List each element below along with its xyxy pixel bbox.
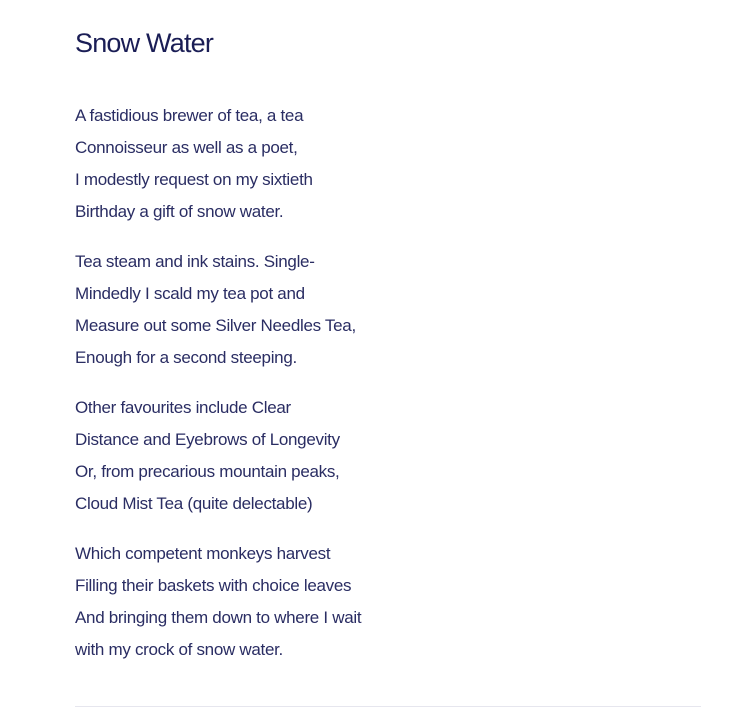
poem-line: Filling their baskets with choice leaves	[75, 576, 352, 595]
poem-line: A fastidious brewer of tea, a tea	[75, 106, 304, 125]
divider	[75, 706, 701, 707]
poem-line: Connoisseur as well as a poet,	[75, 138, 298, 157]
stanza-3	[75, 392, 340, 520]
poem-line: And bringing them down to where I wait	[75, 608, 362, 627]
poem-line: Mindedly I scald my tea pot and	[75, 284, 305, 303]
poem-title: Snow Water	[75, 28, 214, 58]
stanza-1	[75, 100, 313, 228]
poem-line: Tea steam and ink stains. Single-	[75, 252, 315, 271]
poem-line: Cloud Mist Tea (quite delectable)	[75, 494, 313, 513]
poem-article	[75, 0, 701, 708]
poem-line: Which competent monkeys harvest	[75, 544, 331, 563]
poem-line: Other favourites include Clear	[75, 398, 291, 417]
poem-line: Distance and Eyebrows of Longevity	[75, 430, 340, 449]
poem-line: I modestly request on my sixtieth	[75, 170, 313, 189]
poem-line: with my crock of snow water.	[75, 640, 283, 659]
poem-line: Enough for a second steeping.	[75, 348, 297, 367]
stanza-2	[75, 246, 356, 374]
stanza-4	[75, 538, 361, 666]
poem-line: Birthday a gift of snow water.	[75, 202, 284, 221]
poem-line: Or, from precarious mountain peaks,	[75, 462, 340, 481]
poem-line: Measure out some Silver Needles Tea,	[75, 316, 356, 335]
